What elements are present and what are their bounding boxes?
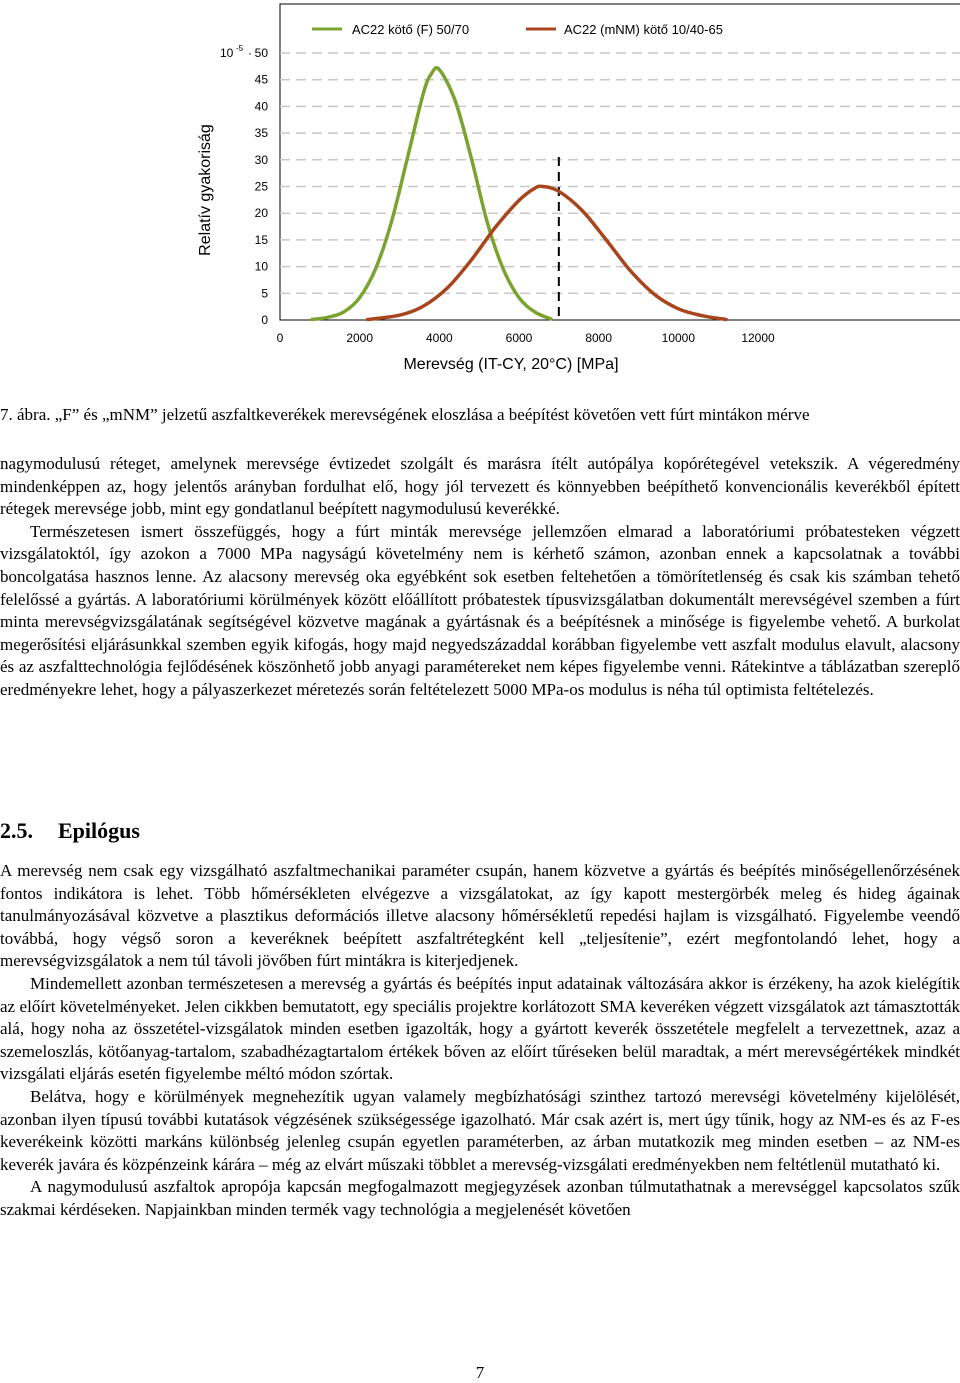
figure-7 — [0, 0, 960, 385]
page-number: 7 — [475, 1363, 485, 1382]
y-tick-label: 10 — [254, 259, 268, 274]
section-number: 2.5. — [0, 818, 33, 843]
y-tick-label: 25 — [254, 179, 268, 194]
x-tick-label: 12000 — [741, 331, 775, 345]
y-tick-label: 5 — [261, 286, 268, 301]
paragraph-1: nagymodulusú réteget, amelynek merevsége évtizedet szolgált és marásra ítélt autópálya kopórétegével vetekszik. A végeredmény mindenképpen az, hogy jelentős arányban fordulhat elő, hogy jól tervezett és könnyebben beépíthető konvencionális keverékből épített rétegek merevsége jobb, mint egy gondatlanul beépített nagymodulusú keverékké. — [0, 454, 960, 519]
y-multiplier-dot: · — [248, 46, 252, 60]
epilogue-paragraph-1: A merevség nem csak egy vizsgálható aszfaltmechanikai paraméter csupán, hanem közvetve a gyártás és beépítés minőségellenőrzésének fontos indikátora is lehet. Több hőmérsékleten elvégezve a vizsgálatokat, az így kapott mestergörbék meleg és hideg ágainak tanulmányozásával közvetve a plasztikus deformációs illetve alacsony hőmérsékletű repedési hajlam is vizsgálható. Figyelembe veendő továbbá, hogy végső soron a keveréknek beépített aszfaltrétegként kell „teljesítenie”, ezért megfontolandó lehet, hogy a merevségvizsgálatok a nem túl távoli jövőben fúrt mintákra is kiterjedjenek. — [0, 861, 960, 971]
stiffness-distribution-chart — [0, 0, 960, 385]
x-tick-label: 6000 — [505, 331, 533, 345]
epilogue-paragraph-3: Belátva, hogy e körülmények megnehezítik ugyan valamely megbízhatósági szinthez tartozó merevségi követelmény kijelölését, azonban ilyen típusú további kutatások végzésének szükségessége igazolható. Már csak azért is, mert úgy tűnik, hogy az NM-es és az F-es keverékeink közötti markáns különbség jelenleg csupán egyetlen paraméterben, az árban mutatkozik meg minden esetben – az NM-es keverék javára és közpénzeink kárára – még az elvárt műszaki többlet a merevség-vizsgálati eredményekben nem feltétlenül mutatható ki. — [0, 1086, 960, 1174]
epilogue-text — [0, 860, 960, 1222]
tick-label-layer — [255, 46, 775, 345]
epilogue-paragraph-2: Mindemellett azonban természetesen a merevség a gyártás és beépítés input adatainak változására akkor is érzékeny, ha azok kielégítik az előírt követelményeket. Jelen cikkben bemutatott, egy speciális projektre korlátozott SMA keveréken végzett vizsgálatok azt támasztották alá, hogy noha az összetétel-vizsgálatok minden esetben igazolták, hogy a gyártott keverék összetétele megfelelt a tervezettnek, azaz a szemeloszlás, kötőanyag-tartalom, szabadhézagtartalom értékek bőven az előírt tűréseken belül maradtak, a mért merevségértékek mindkét vizsgálati eljárás esetén figyelembe méltó módon szórtak. — [0, 973, 960, 1084]
x-tick-label: 2000 — [346, 331, 374, 345]
x-tick-label: 4000 — [425, 331, 453, 345]
series-line-2 — [368, 186, 726, 319]
series-line-1 — [312, 68, 551, 320]
y-tick-label: 45 — [254, 72, 268, 87]
y-tick-label: 15 — [254, 232, 268, 247]
legend — [312, 22, 723, 37]
figure-caption: 7. ábra. „F” és „mNM” jelzetű aszfaltkeverékek merevségének eloszlása a beépítést követően vett fúrt mintákon mérve — [0, 405, 810, 424]
section-title: Epilógus — [58, 818, 140, 843]
legend-label-series-1: AC22 kötő (F) 50/70 — [352, 22, 470, 37]
y-tick-label: 40 — [254, 99, 268, 114]
y-tick-label: 0 — [261, 313, 268, 327]
y-tick-label: 35 — [254, 126, 268, 141]
y-axis-label: Relatív gyakoriság — [197, 124, 214, 256]
legend-label-series-2: AC22 (mNM) kötő 10/40-65 — [564, 22, 723, 37]
x-tick-label: 0 — [276, 331, 284, 345]
paragraph-2: Természetesen ismert összefüggés, hogy a fúrt minták merevsége jellemzően elmarad a laboratóriumi próbatesteken végzett vizsgálatoktól, így azokon a 7000 MPa nagyságú követelmény nem is kérhető számon, azonban ennek a kapcsolatnak a további boncolgatása hasznos lenne. Az alacsony merevség oka egyébként sok esetben feltehetően a tömörítetlenség és csak kis számban tehető felelőssé a gyártás. A laboratóriumi körülmények között előállított próbatestek típusvizsgálatban dokumentált merevségével szemben a fúrt minta merevségvizsgálatának segítségével közvetve magának a gyártásnak és a beépítésnek a minősége is figyelembe vehető. A burkolat megerősítési eljárásunkkal szemben egyik kifogás, hogy majd negyedszázaddal korábban figyelembe vett aszfalt modulus elavult, alacsony és az aszfalttechnológia fejlődésének köszönhető jobb anyagi paramétereket nem képes figyelembe venni. Rátekintve a táblázatban szereplő eredményekre lehet, hogy a pályaszerkezet méretezés során feltételezett 5000 MPa-os modulus is néha túl optimista feltételezés. — [0, 521, 960, 699]
x-tick-label: 8000 — [585, 331, 613, 345]
y-tick-label: 30 — [254, 152, 268, 167]
section-heading — [0, 818, 140, 844]
x-tick-label: 10000 — [661, 331, 696, 345]
y-tick-label: 50 — [254, 46, 268, 60]
plot-frame — [280, 4, 960, 320]
y-multiplier-base: 10 — [220, 46, 234, 60]
y-multiplier-exponent: -5 — [236, 44, 244, 53]
body-text-before-section — [0, 453, 960, 702]
y-tick-label: 20 — [254, 206, 268, 221]
x-axis-label: Merevség (IT-CY, 20°C) [MPa] — [403, 356, 619, 373]
epilogue-paragraph-4: A nagymodulusú aszfaltok apropója kapcsán megfogalmazott megjegyzések azonban túlmutathatnak a merevséggel kapcsolatos szűk szakmai kérdéseken. Napjainkban minden termék vagy technológia a megjelenését követően — [0, 1177, 960, 1219]
series-layer — [312, 68, 726, 320]
